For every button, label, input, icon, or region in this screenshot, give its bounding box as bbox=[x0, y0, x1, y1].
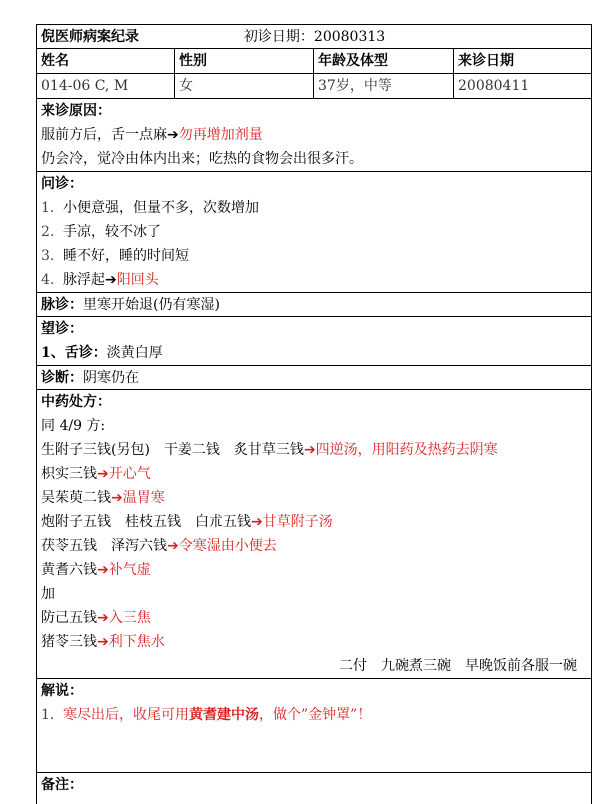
inquiry-item bbox=[37, 268, 591, 292]
inquiry-section bbox=[37, 172, 591, 293]
inquiry-label: 问诊： bbox=[41, 176, 83, 192]
explanation-text-after: ，做个”金钟罩”！ bbox=[259, 707, 372, 723]
pulse-section bbox=[37, 293, 591, 317]
header-age-build: 年龄及体型 bbox=[314, 49, 454, 73]
arrow-icon: ➔ bbox=[111, 490, 123, 506]
prescription-line bbox=[37, 438, 591, 462]
herb-note: 入三焦 bbox=[108, 610, 151, 626]
value-visit-date: 20080411 bbox=[458, 78, 530, 94]
observation-section bbox=[37, 317, 591, 366]
info-table-values bbox=[37, 74, 591, 99]
herb-note: 利下焦水 bbox=[108, 634, 165, 650]
herb-note: 令寒湿由小便去 bbox=[178, 538, 277, 554]
explanation-item bbox=[37, 703, 591, 727]
inquiry-item-text: 手凉，较不冰了 bbox=[63, 224, 161, 240]
explanation-label: 解说： bbox=[41, 683, 83, 699]
arrow-icon: ➔ bbox=[97, 610, 109, 626]
pulse-text: 里寒开始退(仍有寒湿) bbox=[83, 297, 220, 313]
inquiry-item bbox=[37, 220, 591, 244]
arrow-icon: ➔ bbox=[251, 514, 263, 530]
tongue-diagnosis-text: 淡黄白厚 bbox=[106, 345, 163, 361]
notes-section bbox=[37, 773, 591, 797]
reason-line-2: 仍会冷，觉冷由体内出来；吃热的食物会出很多汗。 bbox=[41, 151, 363, 167]
observation-label: 望诊： bbox=[41, 321, 83, 337]
medical-record bbox=[36, 24, 592, 804]
reason-line-1 bbox=[37, 123, 591, 147]
arrow-icon: ➔ bbox=[97, 562, 109, 578]
prescription-line bbox=[37, 582, 591, 606]
reason-section bbox=[37, 99, 591, 172]
herb-note: 温胃寒 bbox=[122, 490, 165, 506]
inquiry-item-note: 阳回头 bbox=[116, 272, 159, 288]
prescription-same-as: 同 4/9 方: bbox=[41, 418, 106, 434]
prescription-line bbox=[37, 462, 591, 486]
header-visit-date: 来诊日期 bbox=[458, 53, 514, 69]
inquiry-item-text: 脉浮起 bbox=[63, 272, 105, 288]
prescription-line bbox=[37, 534, 591, 558]
inquiry-item-number: 3. bbox=[41, 248, 55, 264]
diagnosis-text: 阴寒仍在 bbox=[83, 370, 139, 386]
herb-text: 生附子三钱(另包) 干姜二钱 炙甘草三钱 bbox=[41, 442, 304, 458]
tongue-diagnosis bbox=[37, 341, 591, 365]
arrow-icon: ➔ bbox=[167, 538, 179, 554]
explanation-text-before: 寒尽出后，收尾可用 bbox=[63, 707, 189, 723]
record-header bbox=[37, 25, 591, 49]
herb-text: 枳实三钱 bbox=[41, 466, 97, 482]
inquiry-item-text: 睡不好，睡的时间短 bbox=[63, 248, 189, 264]
inquiry-item-text: 小便意强，但量不多，次数增加 bbox=[63, 200, 259, 216]
herb-text: 吴茱萸二钱 bbox=[41, 490, 111, 506]
explanation-text-bold: 黄耆建中汤 bbox=[189, 707, 259, 723]
prescription-line bbox=[37, 510, 591, 534]
prescription-line bbox=[37, 558, 591, 582]
header-name: 姓名 bbox=[37, 49, 175, 73]
arrow-icon: ➔ bbox=[303, 442, 316, 458]
herb-text: 炮附子五钱 桂枝五钱 白朮五钱 bbox=[41, 514, 251, 530]
herb-note: 开心气 bbox=[108, 466, 151, 482]
herb-text: 防己五钱 bbox=[41, 610, 97, 626]
herb-text: 加 bbox=[41, 586, 55, 602]
reason-label: 来诊原因： bbox=[41, 103, 111, 119]
herb-text: 猪苓三钱 bbox=[41, 634, 97, 650]
tongue-diagnosis-label: 1、舌诊： bbox=[41, 345, 107, 361]
herb-text: 黄耆六钱 bbox=[41, 562, 97, 578]
inquiry-item bbox=[37, 196, 591, 220]
inquiry-item-number: 4. bbox=[41, 272, 55, 288]
diagnosis-section bbox=[37, 366, 591, 390]
herb-note: 甘草附子汤 bbox=[262, 514, 333, 530]
inquiry-item bbox=[37, 244, 591, 268]
prescription-line bbox=[37, 486, 591, 510]
herb-note: 四逆汤，用阳药及热药去阴寒 bbox=[315, 442, 498, 458]
inquiry-item-number: 1. bbox=[41, 200, 55, 216]
arrow-icon: ➔ bbox=[97, 466, 109, 482]
value-sex: 女 bbox=[175, 74, 314, 98]
explanation-section bbox=[37, 679, 591, 773]
record-title: 倪医师病案纪录 bbox=[41, 29, 139, 45]
reason-line-1-note: 勿再增加剂量 bbox=[178, 127, 263, 143]
arrow-icon: ➔ bbox=[167, 127, 179, 143]
pulse-label: 脉诊： bbox=[41, 297, 83, 313]
explanation-item-number: 1. bbox=[41, 707, 55, 723]
arrow-icon: ➔ bbox=[105, 272, 117, 288]
prescription-line bbox=[37, 606, 591, 630]
arrow-icon: ➔ bbox=[97, 634, 109, 650]
herb-note: 补气虚 bbox=[108, 562, 151, 578]
diagnosis-label: 诊断： bbox=[41, 370, 83, 386]
first-visit-date: 20080313 bbox=[313, 29, 386, 45]
herb-text: 茯苓五钱 泽泻六钱 bbox=[41, 538, 167, 554]
dosage-instructions: 二付 九碗煮三碗 早晚饭前各服一碗 bbox=[339, 658, 577, 674]
inquiry-item-number: 2. bbox=[41, 224, 55, 240]
reason-line-1-text: 服前方后，舌一点麻 bbox=[41, 127, 167, 143]
info-table-header bbox=[37, 49, 591, 74]
prescription-line bbox=[37, 630, 591, 654]
value-name: 014-06 C, M bbox=[37, 74, 175, 98]
first-visit-label: 初诊日期： bbox=[243, 29, 314, 45]
notes-label: 备注： bbox=[41, 777, 83, 793]
header-sex: 性别 bbox=[175, 49, 314, 73]
value-age-build: 37岁，中等 bbox=[314, 74, 454, 98]
prescription-section bbox=[37, 390, 591, 679]
prescription-label: 中药处方： bbox=[41, 394, 111, 410]
